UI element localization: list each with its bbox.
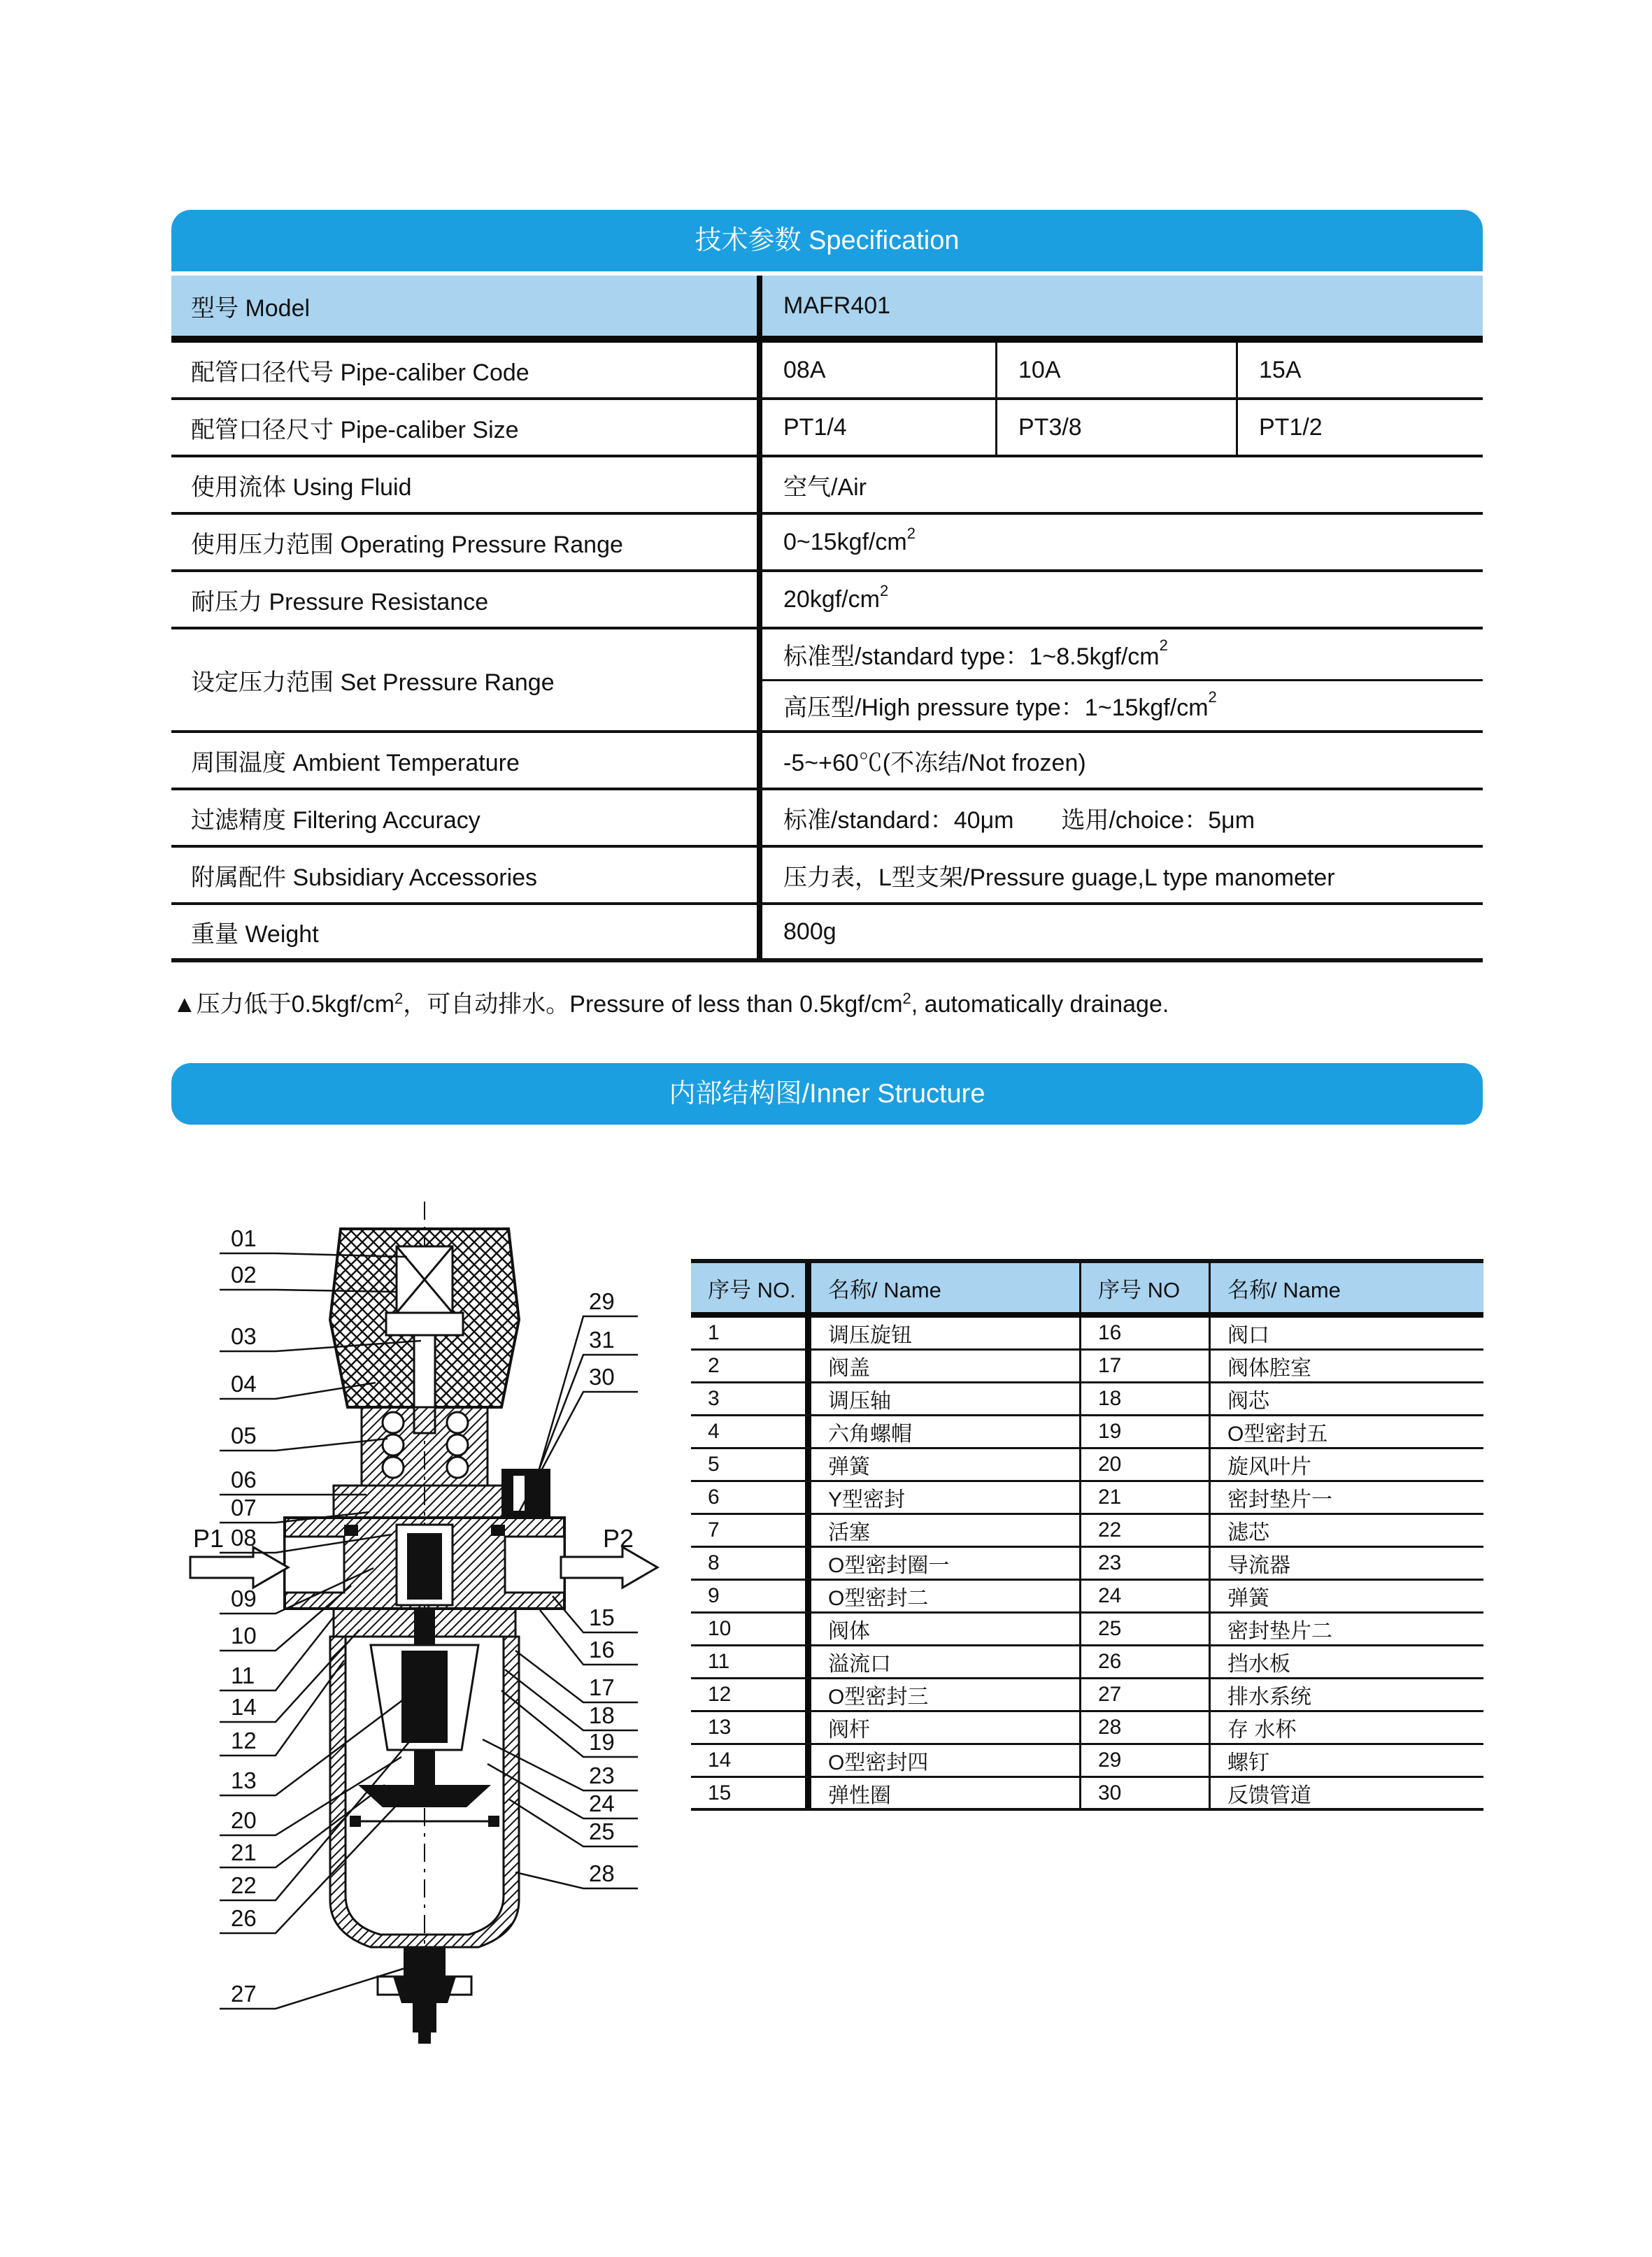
water-baffle-plate — [358, 1785, 491, 1807]
part-no: 30 — [1081, 1778, 1211, 1808]
part-no: 8 — [691, 1548, 811, 1579]
spec-value: PT1/4 — [783, 413, 847, 441]
part-name: O型密封圈一 — [811, 1548, 1081, 1579]
part-name: 导流器 — [1227, 1554, 1290, 1577]
part-no: 25 — [1081, 1614, 1211, 1644]
callout-label: 31 — [589, 1327, 615, 1353]
part-name: 挡水板 — [1227, 1653, 1290, 1676]
inner-structure-diagram — [183, 1197, 666, 2086]
parts-row — [691, 1449, 1483, 1482]
part-no: 22 — [1081, 1515, 1211, 1546]
parts-row — [691, 1581, 1483, 1614]
spec-label: 过滤精度 Filtering Accuracy — [171, 790, 762, 845]
washer — [386, 1313, 463, 1335]
part-no: 2 — [691, 1351, 811, 1381]
seal-left — [344, 1525, 358, 1536]
drain-stem — [413, 2003, 436, 2032]
callout-label: 01 — [231, 1225, 257, 1251]
part-no: 3 — [691, 1383, 811, 1414]
part-no: 16 — [1081, 1318, 1211, 1348]
spec-label: 使用流体 Using Fluid — [171, 457, 762, 512]
header-no-left: 序号 NO. — [691, 1263, 811, 1312]
callout-label: 22 — [231, 1872, 257, 1898]
superscript: 2 — [394, 990, 404, 1007]
part-name: 阀杆 — [811, 1712, 1081, 1743]
parts-row — [691, 1778, 1483, 1811]
part-no: 27 — [1081, 1679, 1211, 1710]
spec-row-weight — [171, 905, 1483, 962]
parts-row — [691, 1482, 1483, 1515]
spec-label: 配管口径代号 Pipe-caliber Code — [171, 343, 762, 397]
spec-value: -5~+60℃(不冻结/Not frozen) — [783, 749, 1086, 776]
spec-value: 空气/Air — [783, 474, 867, 501]
part-no: 21 — [1081, 1482, 1211, 1513]
spec-value: 标准/standard：40μm 选用/choice：5μm — [783, 806, 1255, 834]
structure-section-title: 内部结构图/Inner Structure — [669, 1079, 985, 1109]
parts-list-table — [691, 1259, 1483, 1811]
part-no: 14 — [691, 1745, 811, 1776]
callout-label: 14 — [231, 1694, 257, 1720]
part-name: O型密封五 — [1227, 1423, 1328, 1446]
part-name: 调压旋钮 — [811, 1318, 1081, 1348]
parts-row — [691, 1646, 1483, 1679]
seal-right — [491, 1525, 505, 1536]
part-no: 23 — [1081, 1548, 1211, 1579]
spec-row-ambient-temperature — [171, 733, 1483, 790]
part-name: 六角螺帽 — [811, 1416, 1081, 1447]
callout-label: 04 — [231, 1371, 257, 1397]
part-name: 密封垫片一 — [1227, 1488, 1332, 1511]
callout-label: 06 — [231, 1467, 257, 1493]
leader-line — [515, 1651, 638, 1702]
part-name: 调压轴 — [811, 1383, 1081, 1414]
drain-tip — [418, 2032, 431, 2044]
spec-section-title: 技术参数 Specification — [695, 226, 960, 255]
callout-label: 13 — [231, 1767, 257, 1793]
outlet-port — [505, 1537, 564, 1593]
spec-value: 08A — [783, 356, 826, 383]
callout-label: 28 — [589, 1860, 615, 1886]
part-name: 阀盖 — [811, 1351, 1081, 1381]
value-text: 20kgf/cm — [783, 585, 880, 613]
feedback-screw-fitting — [501, 1469, 550, 1518]
parts-table-header — [691, 1263, 1483, 1318]
callout-label: 09 — [231, 1586, 257, 1611]
spec-value: PT3/8 — [995, 400, 1236, 455]
callout-label: 16 — [589, 1637, 615, 1663]
part-name: 阀体腔室 — [1227, 1357, 1311, 1380]
value-text: 标准型/standard type：1~8.5kgf/cm — [783, 643, 1160, 670]
part-name: 排水系统 — [1227, 1686, 1311, 1709]
spec-label: 重量 Weight — [171, 905, 762, 958]
part-no: 15 — [691, 1778, 811, 1808]
callout-label: 07 — [231, 1495, 257, 1521]
part-name: 弹簧 — [1227, 1587, 1269, 1610]
part-name: 密封垫片二 — [1227, 1620, 1332, 1643]
callout-label: 10 — [231, 1623, 257, 1649]
part-name: Y型密封 — [811, 1482, 1081, 1513]
callout-label: 03 — [231, 1323, 257, 1349]
parts-row — [691, 1712, 1483, 1745]
spec-value: 压力表，L型支架/Pressure guage,L type manometer — [783, 864, 1335, 891]
drain-valve — [393, 1977, 456, 2003]
part-no: 4 — [691, 1416, 811, 1447]
spec-value: 15A — [1236, 343, 1483, 397]
callout-label: 24 — [589, 1790, 615, 1816]
header-no-right: 序号 NO — [1081, 1263, 1211, 1312]
callout-label: 23 — [589, 1763, 615, 1788]
spec-value-model: MAFR401 — [783, 292, 891, 319]
note-text: ▲压力低于0.5kgf/cm — [173, 991, 395, 1018]
spec-row-pressure-resistance — [171, 572, 1483, 629]
part-no: 6 — [691, 1482, 811, 1513]
spec-label: 设定压力范围 Set Pressure Range — [171, 629, 762, 730]
spec-row-accessories — [171, 848, 1483, 905]
valve-core — [407, 1533, 442, 1600]
parts-row — [691, 1351, 1483, 1383]
part-no: 7 — [691, 1515, 811, 1546]
callout-label: 18 — [589, 1702, 615, 1728]
callout-label: 21 — [231, 1839, 257, 1865]
callout-label: 20 — [231, 1807, 257, 1833]
part-no: 28 — [1081, 1712, 1211, 1743]
callout-label: 29 — [589, 1288, 615, 1314]
spec-label: 耐压力 Pressure Resistance — [171, 572, 762, 627]
spec-row-filtering-accuracy — [171, 790, 1483, 848]
callout-label: 11 — [231, 1663, 255, 1688]
port-p2-label: P2 — [603, 1524, 634, 1553]
part-no: 13 — [691, 1712, 811, 1743]
auto-drain-note — [173, 985, 1484, 1019]
part-no: 1 — [691, 1318, 811, 1348]
callout-label: 08 — [231, 1525, 257, 1551]
callout-label: 30 — [589, 1364, 615, 1390]
note-text: ，可自动排水。Pressure of less than 0.5kgf/cm — [403, 991, 903, 1018]
callout-label: 12 — [231, 1728, 257, 1753]
spec-section-banner — [171, 210, 1483, 271]
part-no: 9 — [691, 1581, 811, 1611]
spec-value-standard-type: 标准型/standard type：1~8.5kgf/cm 2 — [762, 629, 1483, 681]
leader-line — [508, 1799, 638, 1846]
part-name: 旋风叶片 — [1227, 1455, 1311, 1479]
part-no: 19 — [1081, 1416, 1211, 1447]
outlet-flow-arrow — [561, 1547, 657, 1588]
part-name: 溢流口 — [811, 1646, 1081, 1677]
header-name-right: 名称/ Name — [1227, 1277, 1341, 1302]
spec-label: 使用压力范围 Operating Pressure Range — [171, 515, 762, 569]
part-no: 20 — [1081, 1449, 1211, 1480]
callout-label: 15 — [589, 1604, 615, 1630]
spec-value: 800g — [783, 918, 836, 945]
leader-line — [505, 1669, 638, 1730]
part-name: 弹性圈 — [811, 1778, 1081, 1808]
part-name: O型密封三 — [811, 1679, 1081, 1710]
drain-base — [404, 1947, 446, 1977]
callout-label: 05 — [231, 1423, 257, 1448]
part-no: 26 — [1081, 1646, 1211, 1677]
part-no: 11 — [691, 1646, 811, 1677]
parts-row — [691, 1548, 1483, 1581]
callout-label: 25 — [589, 1818, 615, 1844]
note-text: , automatically drainage. — [911, 991, 1169, 1018]
superscript: 2 — [902, 990, 911, 1007]
value-text: 高压型/High pressure type：1~15kgf/cm — [783, 695, 1209, 722]
callout-label: 02 — [231, 1262, 257, 1288]
callout-label: 17 — [589, 1674, 615, 1700]
part-no: 17 — [1081, 1351, 1211, 1381]
part-name: 滤芯 — [1227, 1521, 1269, 1544]
part-name: 活塞 — [811, 1515, 1081, 1546]
part-name: O型密封四 — [811, 1745, 1081, 1776]
callout-label: 19 — [589, 1729, 615, 1755]
part-no: 12 — [691, 1679, 811, 1710]
parts-row — [691, 1416, 1483, 1449]
part-name: 阀口 — [1227, 1324, 1269, 1347]
leader-line — [536, 1316, 638, 1479]
parts-row — [691, 1614, 1483, 1646]
spec-row-pipe-size — [171, 400, 1483, 457]
part-no: 24 — [1081, 1581, 1211, 1611]
port-p1-label: P1 — [193, 1524, 225, 1553]
spec-label: 附属配件 Subsidiary Accessories — [171, 848, 762, 902]
spec-row-fluid — [171, 457, 1483, 515]
spec-value: 20kgf/cm 2 — [783, 582, 889, 613]
parts-row — [691, 1745, 1483, 1778]
valve-cross-section-drawing — [183, 1197, 666, 2086]
spec-label: 周围温度 Ambient Temperature — [171, 733, 762, 788]
parts-row — [691, 1679, 1483, 1712]
part-name: 阀体 — [811, 1614, 1081, 1644]
part-name: 阀芯 — [1227, 1390, 1269, 1413]
callout-label: 26 — [231, 1905, 257, 1931]
part-name: 弹簧 — [811, 1449, 1081, 1480]
spec-row-pipe-code — [171, 343, 1483, 400]
parts-row — [691, 1383, 1483, 1416]
part-no: 29 — [1081, 1745, 1211, 1776]
part-name: 存 水杯 — [1227, 1718, 1297, 1742]
spec-value: 10A — [995, 343, 1236, 397]
spec-row-set-pressure — [171, 629, 1483, 733]
leader-line — [515, 1872, 638, 1888]
part-no: 10 — [691, 1614, 811, 1644]
spec-label: 配管口径尺寸 Pipe-caliber Size — [171, 400, 762, 455]
part-name: 螺钉 — [1227, 1751, 1269, 1774]
spec-row-model — [171, 276, 1483, 343]
callout-label: 27 — [231, 1981, 257, 2007]
part-no: 5 — [691, 1449, 811, 1480]
spec-label-model: 型号 Model — [171, 276, 762, 336]
part-name: O型密封二 — [811, 1581, 1081, 1611]
spec-value-high-pressure-type: 高压型/High pressure type：1~15kgf/cm 2 — [783, 688, 1217, 722]
parts-row — [691, 1318, 1483, 1351]
parts-row — [691, 1515, 1483, 1548]
structure-section-banner — [171, 1063, 1483, 1125]
value-text: 0~15kgf/cm — [783, 528, 907, 555]
spec-row-operating-pressure — [171, 515, 1483, 572]
part-name: 反馈管道 — [1227, 1783, 1311, 1807]
part-no: 18 — [1081, 1383, 1211, 1414]
spec-value: 0~15kgf/cm 2 — [783, 525, 916, 555]
header-name-left: 名称/ Name — [811, 1263, 1081, 1312]
spec-value: PT1/2 — [1236, 400, 1483, 455]
inlet-port — [285, 1537, 344, 1593]
leader-line — [501, 1690, 638, 1757]
spec-table — [171, 276, 1483, 962]
